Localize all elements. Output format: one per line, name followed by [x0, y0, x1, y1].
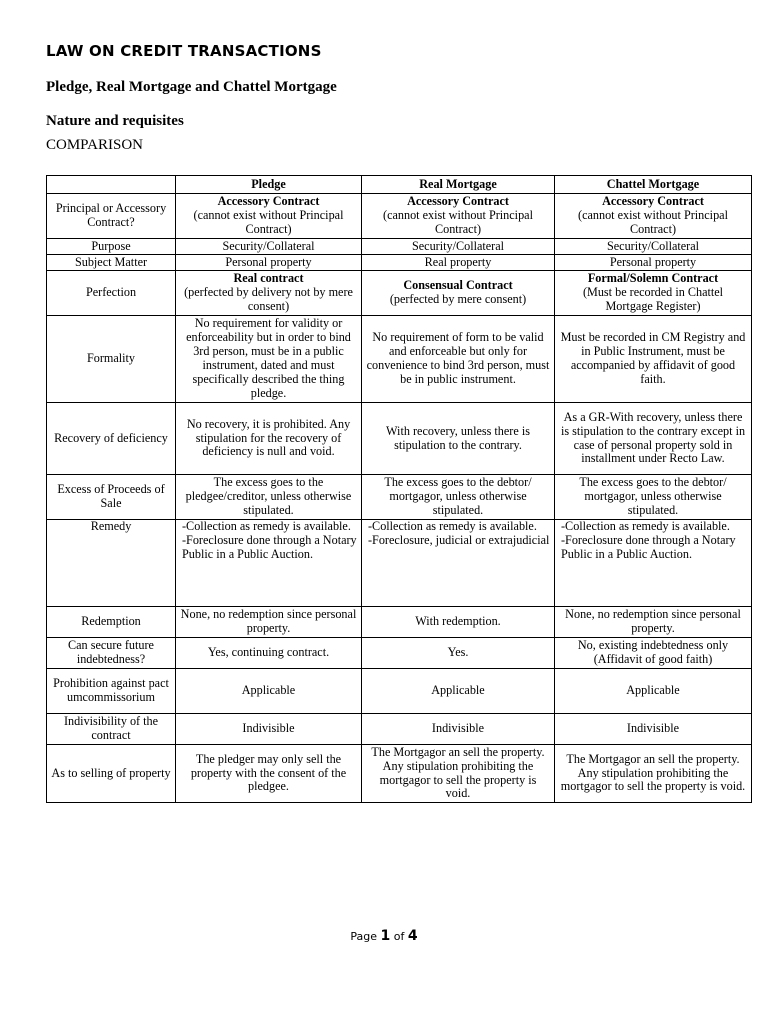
table-cell: The excess goes to the pledgee/creditor, unless otherwise stipulated. [176, 475, 362, 520]
table-cell: Accessory Contract (cannot exist without Principal Contract) [555, 194, 752, 239]
page-footer [0, 928, 768, 944]
table-row [47, 316, 752, 403]
column-header: Chattel Mortgage [555, 176, 752, 194]
table-row [47, 745, 752, 803]
section-heading: Nature and requisites [46, 113, 184, 129]
table-cell: Security/Collateral [555, 239, 752, 255]
table-row [47, 271, 752, 316]
table-cell: The Mortgagor an sell the property. Any stipulation prohibiting the mortgagor to sell the property is void. [362, 745, 555, 803]
row-label: Excess of Proceeds of Sale [47, 475, 176, 520]
document-subtitle: Pledge, Real Mortgage and Chattel Mortgage [46, 79, 337, 95]
table-cell: Yes. [362, 638, 555, 669]
table-cell: No, existing indebtedness only (Affidavit of good faith) [555, 638, 752, 669]
table-row [47, 475, 752, 520]
row-label: Principal or Accessory Contract? [47, 194, 176, 239]
table-cell: Must be recorded in CM Registry and in Public Instrument, must be accompanied by affidavit of good faith. [555, 316, 752, 403]
table-row [47, 607, 752, 638]
table-row [47, 255, 752, 271]
row-label: Recovery of deficiency [47, 403, 176, 475]
table-row [47, 638, 752, 669]
row-label: As to selling of property [47, 745, 176, 803]
column-header: Pledge [176, 176, 362, 194]
table-cell: Accessory Contract (cannot exist without Principal Contract) [176, 194, 362, 239]
comparison-table [46, 175, 752, 803]
table-cell: None, no redemption since personal property. [176, 607, 362, 638]
table-row [47, 194, 752, 239]
table-cell: As a GR-With recovery, unless there is stipulation to the contrary except in case of personal property sold in installment under Recto Law. [555, 403, 752, 475]
table-cell: Applicable [176, 669, 362, 714]
table-cell: Indivisible [555, 714, 752, 745]
row-label: Remedy [47, 520, 176, 607]
table-cell: With recovery, unless there is stipulation to the contrary. [362, 403, 555, 475]
row-label: Perfection [47, 271, 176, 316]
table-cell: -Collection as remedy is available. -Foreclosure done through a Notary Public in a Public Auction. [555, 520, 752, 607]
document-title: LAW ON CREDIT TRANSACTIONS [46, 42, 322, 60]
table-cell: With redemption. [362, 607, 555, 638]
table-cell: Accessory Contract (cannot exist without Principal Contract) [362, 194, 555, 239]
table-cell: Personal property [176, 255, 362, 271]
table-cell: No requirement of form to be valid and enforceable but only for convenience to bind 3rd person, must be in public instrument. [362, 316, 555, 403]
column-header: Real Mortgage [362, 176, 555, 194]
row-label: Prohibition against pactumcommissorium [47, 669, 176, 714]
table-cell: The excess goes to the debtor/ mortgagor, unless otherwise stipulated. [555, 475, 752, 520]
comparison-label: COMPARISON [46, 137, 143, 153]
table-cell: None, no redemption since personal property. [555, 607, 752, 638]
of-word: of [393, 930, 405, 943]
table-row [47, 714, 752, 745]
column-header [47, 176, 176, 194]
row-label: Indivisibility of the contract [47, 714, 176, 745]
table-cell: Personal property [555, 255, 752, 271]
table-cell: Formal/Solemn Contract (Must be recorded in Chattel Mortgage Register) [555, 271, 752, 316]
table-cell: No requirement for validity or enforceability but in order to bind 3rd person, must be in a public instrument, dated and must specifically described the thing pledge. [176, 316, 362, 403]
table-cell: No recovery, it is prohibited. Any stipulation for the recovery of deficiency is null and void. [176, 403, 362, 475]
table-cell: Indivisible [176, 714, 362, 745]
row-label: Subject Matter [47, 255, 176, 271]
table-row [47, 403, 752, 475]
table-row [47, 669, 752, 714]
table-header-row [47, 176, 752, 194]
table-cell: Applicable [362, 669, 555, 714]
table-cell: The excess goes to the debtor/ mortgagor, unless otherwise stipulated. [362, 475, 555, 520]
row-label: Purpose [47, 239, 176, 255]
table-cell: Applicable [555, 669, 752, 714]
table-cell: Security/Collateral [176, 239, 362, 255]
row-label: Can secure future indebtedness? [47, 638, 176, 669]
page-total: 4 [407, 928, 418, 944]
table-cell: The Mortgagor an sell the property. Any stipulation prohibiting the mortgagor to sell the property is void. [555, 745, 752, 803]
table-cell: Yes, continuing contract. [176, 638, 362, 669]
table-cell: Indivisible [362, 714, 555, 745]
table-cell: -Collection as remedy is available. -Foreclosure done through a Notary Public in a Public Auction. [176, 520, 362, 607]
table-cell: Security/Collateral [362, 239, 555, 255]
table-cell: -Collection as remedy is available. -Foreclosure, judicial or extrajudicial [362, 520, 555, 607]
table-cell: Real property [362, 255, 555, 271]
table-row [47, 520, 752, 607]
row-label: Redemption [47, 607, 176, 638]
row-label: Formality [47, 316, 176, 403]
table-row [47, 239, 752, 255]
page-number: 1 [380, 928, 391, 944]
table-cell: Real contract (perfected by delivery not by mere consent) [176, 271, 362, 316]
page-word: Page [350, 930, 378, 943]
table-cell: Consensual Contract (perfected by mere consent) [362, 271, 555, 316]
table-cell: The pledger may only sell the property with the consent of the pledgee. [176, 745, 362, 803]
